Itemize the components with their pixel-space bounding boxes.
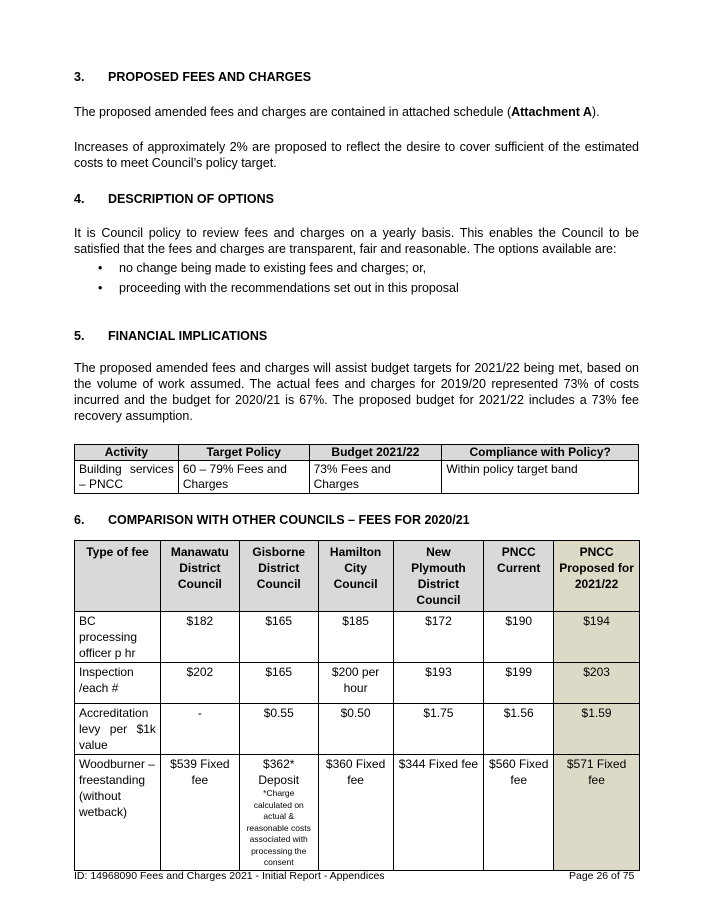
table-cell-gisborne: [239, 755, 318, 871]
table-cell: $560 Fixed fee: [484, 755, 554, 871]
table-header-row: [75, 445, 639, 461]
table-header: Type of fee: [75, 541, 161, 612]
list-item: [74, 278, 639, 298]
table-cell-proposed: $194: [554, 612, 640, 663]
section-4-title: DESCRIPTION OF OPTIONS: [108, 192, 274, 206]
table-cell: $182: [160, 612, 239, 663]
section-3-heading: [74, 70, 311, 84]
section-6-number: 6.: [74, 513, 85, 527]
section-4-number: 4.: [74, 192, 85, 206]
table-cell: $165: [239, 663, 318, 704]
table-cell: $0.55: [239, 704, 318, 755]
table-cell: $185: [318, 612, 393, 663]
table-header: Compliance with Policy?: [442, 445, 639, 461]
table-header-proposed: PNCC Proposed for 2021/22: [554, 541, 640, 612]
table-cell: $344 Fixed fee: [393, 755, 484, 871]
section-6-heading: [74, 513, 470, 527]
table-cell: $360 Fixed fee: [318, 755, 393, 871]
list-item: [74, 258, 639, 278]
table-cell: 60 – 79% Fees and Charges: [178, 461, 309, 494]
section-6-title: COMPARISON WITH OTHER COUNCILS – FEES FOR 2020/21: [108, 513, 470, 527]
table-row: [75, 704, 640, 755]
table-cell: $539 Fixed fee: [160, 755, 239, 871]
table-cell: $0.50: [318, 704, 393, 755]
options-list: [74, 258, 639, 298]
section-3-text-c: ).: [591, 105, 600, 119]
section-4-heading: [74, 192, 274, 206]
table-header: Hamilton City Council: [318, 541, 393, 612]
comparison-table: [74, 540, 640, 871]
table-cell: 73% Fees and Charges: [309, 461, 442, 494]
table-header: Gisborne District Council: [239, 541, 318, 612]
table-cell: $1.56: [484, 704, 554, 755]
table-cell: $193: [393, 663, 484, 704]
table-header: Manawatu District Council: [160, 541, 239, 612]
table-header: Target Policy: [178, 445, 309, 461]
table-cell-proposed: $571 Fixed fee: [554, 755, 640, 871]
table-header-row: [75, 541, 640, 612]
footer-page-number: Page 26 of 75: [569, 870, 635, 882]
table-cell: $165: [239, 612, 318, 663]
fee-type-cell: Inspection /each #: [75, 663, 161, 704]
attachment-reference: Attachment A: [511, 105, 592, 119]
table-cell: Building services – PNCC: [75, 461, 179, 494]
section-3-number: 3.: [74, 70, 85, 84]
bullet-icon: •: [98, 261, 103, 275]
section-3-title: PROPOSED FEES AND CHARGES: [108, 70, 312, 84]
table-header: New Plymouth District Council: [393, 541, 484, 612]
table-cell: $199: [484, 663, 554, 704]
table-cell-proposed: $1.59: [554, 704, 640, 755]
table-cell-proposed: $203: [554, 663, 640, 704]
gisborne-deposit: $362* Deposit: [258, 757, 300, 787]
section-3-text-a: The proposed amended fees and charges are contained in attached schedule (: [74, 105, 512, 119]
table-cell: Within policy target band: [442, 461, 639, 494]
fee-type-cell: Woodburner – freestanding (without wetback): [75, 755, 161, 871]
table-row: [75, 663, 640, 704]
section-3-paragraph-2: Increases of approximately 2% are proposed to reflect the desire to cover sufficient of the estimated costs to meet Council’s policy target.: [74, 140, 639, 170]
section-5-number: 5.: [74, 329, 85, 343]
table-cell: $202: [160, 663, 239, 704]
charge-footnote: *Charge calculated on actual & reasonable costs associated with processing the consent: [246, 788, 311, 867]
fee-type-cell: BC processing officer p hr: [75, 612, 161, 663]
table-cell: $172: [393, 612, 484, 663]
table-cell: $200 per hour: [318, 663, 393, 704]
table-cell: -: [160, 704, 239, 755]
fee-type-cell: Accreditation levy per $1k value: [75, 704, 161, 755]
section-3-paragraph-1: [74, 104, 639, 120]
table-header: Budget 2021/22: [309, 445, 442, 461]
table-header: Activity: [75, 445, 179, 461]
section-5-title: FINANCIAL IMPLICATIONS: [108, 329, 268, 343]
footer-document-id: ID: 14968090 Fees and Charges 2021 - Initial Report - Appendices: [74, 870, 385, 882]
section-4-paragraph: It is Council policy to review fees and charges on a yearly basis. This enables the Council to be satisfied that the fees and charges are transparent, fair and reasonable. The options available are:: [74, 226, 639, 256]
option-text: proceeding with the recommendations set out in this proposal: [119, 281, 459, 295]
table-cell: $190: [484, 612, 554, 663]
table-cell: $1.75: [393, 704, 484, 755]
table-header: PNCC Current: [484, 541, 554, 612]
table-row: [75, 755, 640, 871]
policy-table: [74, 444, 639, 494]
bullet-icon: •: [98, 281, 103, 295]
table-row: [75, 461, 639, 494]
section-5-paragraph: The proposed amended fees and charges will assist budget targets for 2021/22 being met, based on the volume of work assumed. The actual fees and charges for 2019/20 represented 73% of costs incurred and the budget for 2020/21 is 67%. The proposed budget for 2021/22 includes a 73% fee recovery assumption.: [74, 361, 639, 423]
section-5-heading: [74, 329, 267, 343]
option-text: no change being made to existing fees and charges; or,: [119, 261, 427, 275]
table-row: [75, 612, 640, 663]
